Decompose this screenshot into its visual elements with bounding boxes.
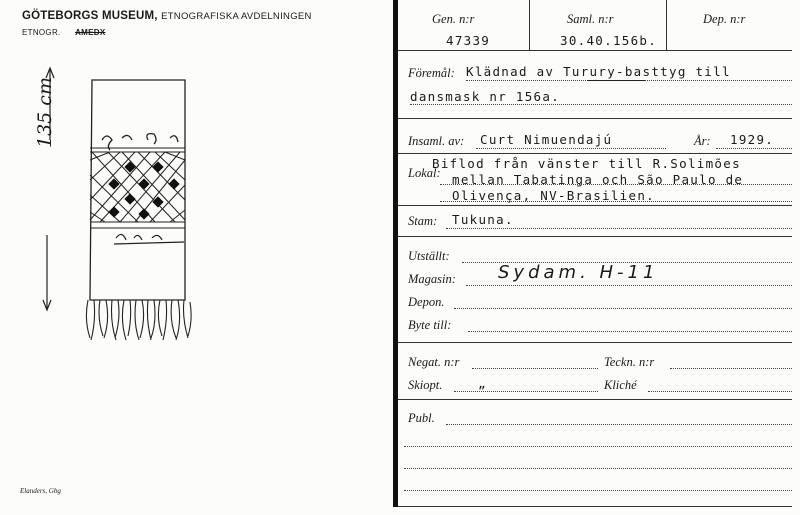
kliche-label: Kliché (604, 378, 637, 392)
museum-name: GÖTEBORGS MUSEUM, (22, 10, 158, 22)
section-rule (398, 205, 792, 206)
underline-mark (587, 80, 645, 81)
saml-value: 30.40.156b. (560, 33, 658, 48)
fill-line (446, 228, 792, 229)
lokal-line1: Biflod från vänster till R.Solimões (432, 156, 741, 171)
fill-line (468, 331, 792, 332)
header-rule (398, 50, 792, 51)
foremal-label: Föremål: (408, 66, 455, 80)
magasin-label: Magasin: (408, 272, 456, 286)
fill-line (648, 391, 792, 392)
fill-line (670, 368, 792, 369)
lokal-label: Lokal: (408, 166, 441, 180)
section-rule (398, 399, 792, 400)
magasin-value: Sydam. H-11 (498, 262, 659, 283)
gen-label: Gen. n:r (432, 12, 475, 26)
ar-label: År: (694, 134, 711, 148)
skiopt-label: Skiopt. (408, 378, 443, 392)
lokal-line3: Olivença, NV-Brasilien. (452, 188, 655, 203)
depon-label: Depon. (408, 295, 445, 309)
teckn-label: Teckn. n:r (604, 355, 655, 369)
fill-line (716, 148, 792, 149)
stam-label: Stam: (408, 214, 438, 228)
fill-line (440, 201, 792, 202)
fill-line (476, 148, 666, 149)
insaml-label: Insaml. av: (408, 134, 465, 148)
fill-line (404, 468, 792, 469)
lokal-line2: mellan Tabatinga och São Paulo de (452, 172, 744, 187)
bottom-rule (398, 506, 792, 507)
garment-drawing (30, 60, 210, 350)
measurement-label: 135 cm (34, 77, 56, 148)
etnogr-line (22, 28, 105, 37)
saml-label: Saml. n:r (567, 12, 614, 26)
dep-label: Dep. n:r (703, 12, 746, 26)
insaml-value: Curt Nimuendajú (480, 132, 613, 147)
fill-line (472, 368, 598, 369)
struck-text: AMEDX (75, 28, 106, 37)
skiopt-value: „ (478, 376, 487, 391)
ar-value: 1929. (730, 132, 775, 147)
byte-label: Byte till: (408, 318, 452, 332)
section-rule (398, 153, 792, 154)
fill-line (410, 104, 792, 105)
museum-header (22, 10, 312, 22)
publ-label: Publ. (408, 411, 435, 425)
etnogr-label: ETNOGR. (22, 28, 61, 37)
gen-value: 47339 (446, 33, 491, 48)
fill-line (440, 184, 792, 185)
utstallt-label: Utställt: (408, 249, 450, 263)
fill-line (454, 308, 792, 309)
margin-bar (393, 0, 398, 507)
printer-imprint: Elanders, Gbg (20, 487, 61, 495)
fill-line (404, 490, 792, 491)
section-rule (398, 342, 792, 343)
fill-line (466, 285, 792, 286)
cell-divider (666, 0, 667, 50)
foremal-line1: Klädnad av Turury-basttyg till (466, 64, 731, 79)
negat-label: Negat. n:r (408, 355, 460, 369)
cell-divider (529, 0, 530, 50)
section-rule (398, 118, 792, 119)
department-name: ETNOGRAFISKA AVDELNINGEN (161, 11, 312, 22)
fill-line (454, 391, 598, 392)
stam-value: Tukuna. (452, 212, 514, 227)
foremal-line2: dansmask nr 156a. (410, 89, 561, 104)
section-rule (398, 236, 792, 237)
fill-line (404, 446, 792, 447)
fill-line (446, 424, 792, 425)
